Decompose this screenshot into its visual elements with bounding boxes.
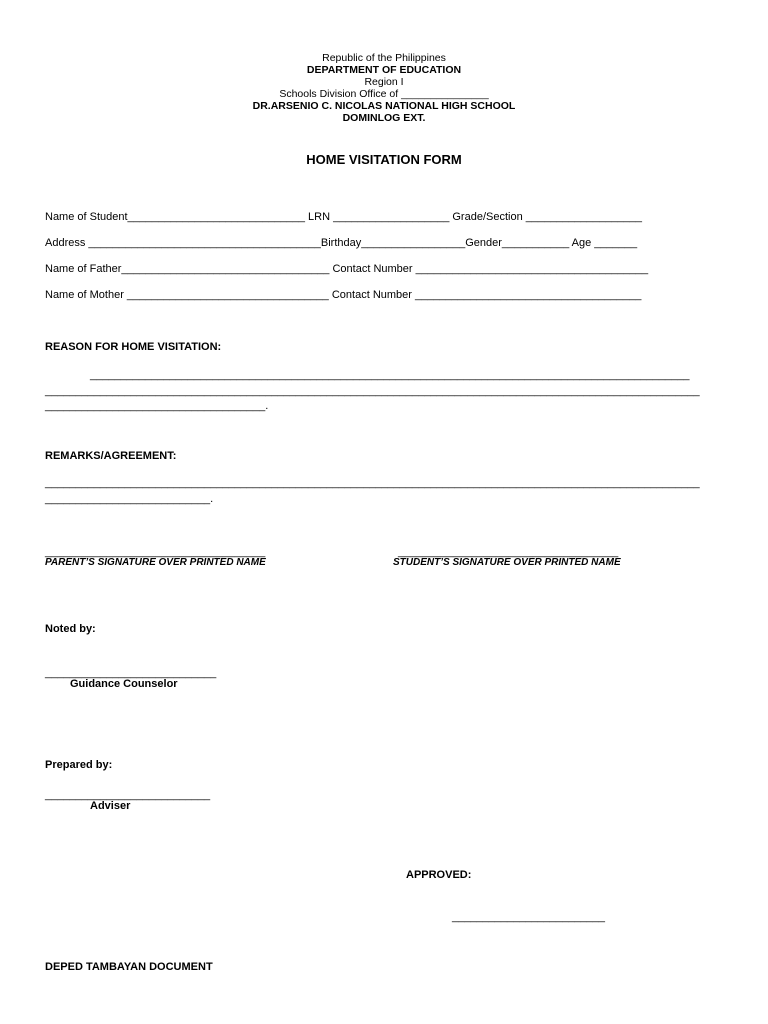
header-department: DEPARTMENT OF EDUCATION bbox=[306, 64, 462, 76]
remarks-heading: REMARKS/AGREEMENT: bbox=[45, 450, 177, 462]
reason-line-3: ____________________________________. bbox=[45, 400, 269, 412]
header-division-office: Schools Division Office of _______________ bbox=[279, 88, 489, 100]
prepared-by-heading: Prepared by: bbox=[45, 759, 113, 771]
form-title: HOME VISITATION FORM bbox=[306, 152, 462, 167]
adviser-label: Adviser bbox=[90, 800, 131, 812]
header-republic: Republic of the Philippines bbox=[322, 52, 446, 64]
header-school-address: DOMINLOG EXT. bbox=[342, 112, 426, 124]
noted-by-heading: Noted by: bbox=[45, 623, 96, 635]
approved-heading: APPROVED: bbox=[406, 869, 472, 881]
header-school-name: DR.ARSENIO C. NICOLAS NATIONAL HIGH SCHOOL bbox=[252, 100, 516, 112]
field-row-mother: Name of Mother _________________________________ Contact Number _____________________________________ bbox=[45, 289, 642, 301]
parent-signature-label: PARENT’S SIGNATURE OVER PRINTED NAME bbox=[45, 557, 266, 568]
approved-signature-line: _________________________ bbox=[452, 911, 605, 923]
reason-heading: REASON FOR HOME VISITATION: bbox=[45, 341, 222, 353]
student-signature-line: ____________________________________ bbox=[398, 546, 619, 558]
field-row-address: Address ______________________________________Birthday_________________Gender___________ Age _______ bbox=[45, 237, 638, 249]
parent-signature-line: ____________________________________ bbox=[45, 546, 266, 558]
remarks-line-1: ___________________________________________________________________________________________________________ bbox=[45, 477, 700, 489]
guidance-signature-line: ____________________________ bbox=[45, 667, 217, 679]
adviser-signature-line: ___________________________ bbox=[45, 789, 211, 801]
guidance-counselor-label: Guidance Counselor bbox=[70, 678, 178, 690]
student-signature-label: STUDENT’S SIGNATURE OVER PRINTED NAME bbox=[393, 557, 621, 568]
field-row-student: Name of Student_____________________________ LRN ___________________ Grade/Section ___________________ bbox=[45, 211, 642, 223]
footer-document-label: DEPED TAMBAYAN DOCUMENT bbox=[45, 961, 213, 973]
remarks-line-2: ___________________________. bbox=[45, 493, 214, 505]
header-region: Region I bbox=[364, 76, 404, 88]
reason-line-2: ___________________________________________________________________________________________________________ bbox=[45, 385, 700, 397]
field-row-father: Name of Father__________________________________ Contact Number ______________________________________ bbox=[45, 263, 649, 275]
reason-line-1: __________________________________________________________________________________________________ bbox=[90, 369, 690, 381]
